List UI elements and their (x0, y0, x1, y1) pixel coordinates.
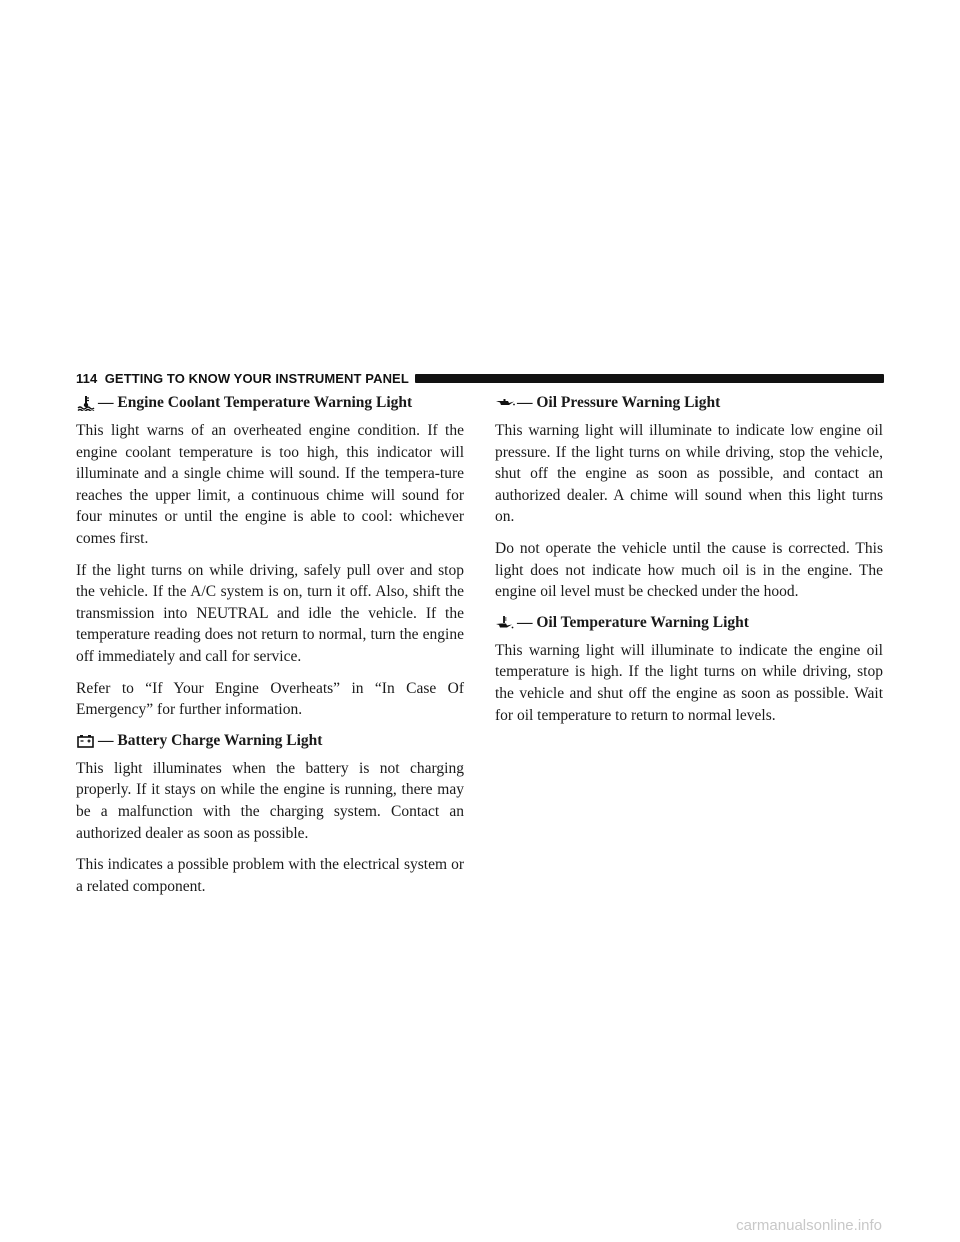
oil-pressure-section-title (495, 393, 883, 413)
oil-temperature-title-text: — Oil Temperature Warning Light (517, 613, 749, 631)
left-column (76, 393, 464, 907)
header-rule (415, 374, 884, 383)
oil-can-icon (495, 395, 515, 411)
battery-section-title (76, 731, 464, 751)
coolant-paragraph-3: Refer to “If Your Engine Overheats” in “In Case Of Emergency” for further information. (76, 679, 464, 719)
battery-title-text: — Battery Charge Warning Light (98, 731, 323, 749)
coolant-temperature-icon (76, 395, 96, 411)
oil-temperature-paragraph-1: This warning light will illuminate to indicate the engine oil temperature is high. If the light turns on while driving, stop the vehicle and shut off the engine as soon as possible. Wait for oil temperature to return to normal levels. (495, 641, 883, 724)
oil-pressure-paragraph-2: Do not operate the vehicle until the cause is corrected. This light does not indicate how much oil is in the engine. The engine oil level must be checked under the hood. (495, 539, 883, 601)
page-number: 114 (76, 370, 98, 386)
coolant-title-text: — Engine Coolant Temperature Warning Light (98, 394, 413, 411)
oil-pressure-paragraph-1: This warning light will illuminate to indicate low engine oil pressure. If the light turns on while driving, stop the vehicle, shut off the engine as soon as possible, and contact an authorized dealer. A chime will sound when this light turns on. (495, 422, 883, 526)
section-title: GETTING TO KNOW YOUR INSTRUMENT PANEL (104, 370, 409, 386)
battery-icon (76, 733, 96, 749)
battery-paragraph-1: This light illuminates when the battery is not charging properly. If it stays on while the engine is running, there may be a malfunction with the charging system. Contact an authorized dealer as soon as possible. (76, 759, 464, 842)
coolant-paragraph-1: This light warns of an overheated engine condition. If the engine coolant temperature is too high, this indicator will illuminate and a single chime will sound. If the tempera-ture reaches the upper limit, a continuous chime will sound for four minutes or until the engine is able to cool: whichever comes first. (76, 422, 464, 547)
page-header-text (76, 371, 409, 386)
oil-temperature-icon (495, 615, 515, 631)
right-column (495, 393, 883, 736)
battery-paragraph-2: This indicates a possible problem with the electrical system or a related component. (76, 856, 464, 895)
coolant-section-title (76, 393, 464, 413)
watermark: carmanualsonline.info (736, 1217, 882, 1234)
page-header (76, 370, 884, 386)
oil-temperature-section-title (495, 613, 883, 633)
coolant-paragraph-2: If the light turns on while driving, safely pull over and stop the vehicle. If the A/C system is on, turn it off. Also, shift the transmission into NEUTRAL and idle the vehicle. If the temperature reading does not return to normal, turn the engine off immediately and call for service. (76, 561, 464, 665)
oil-pressure-title-text: — Oil Pressure Warning Light (517, 394, 721, 411)
